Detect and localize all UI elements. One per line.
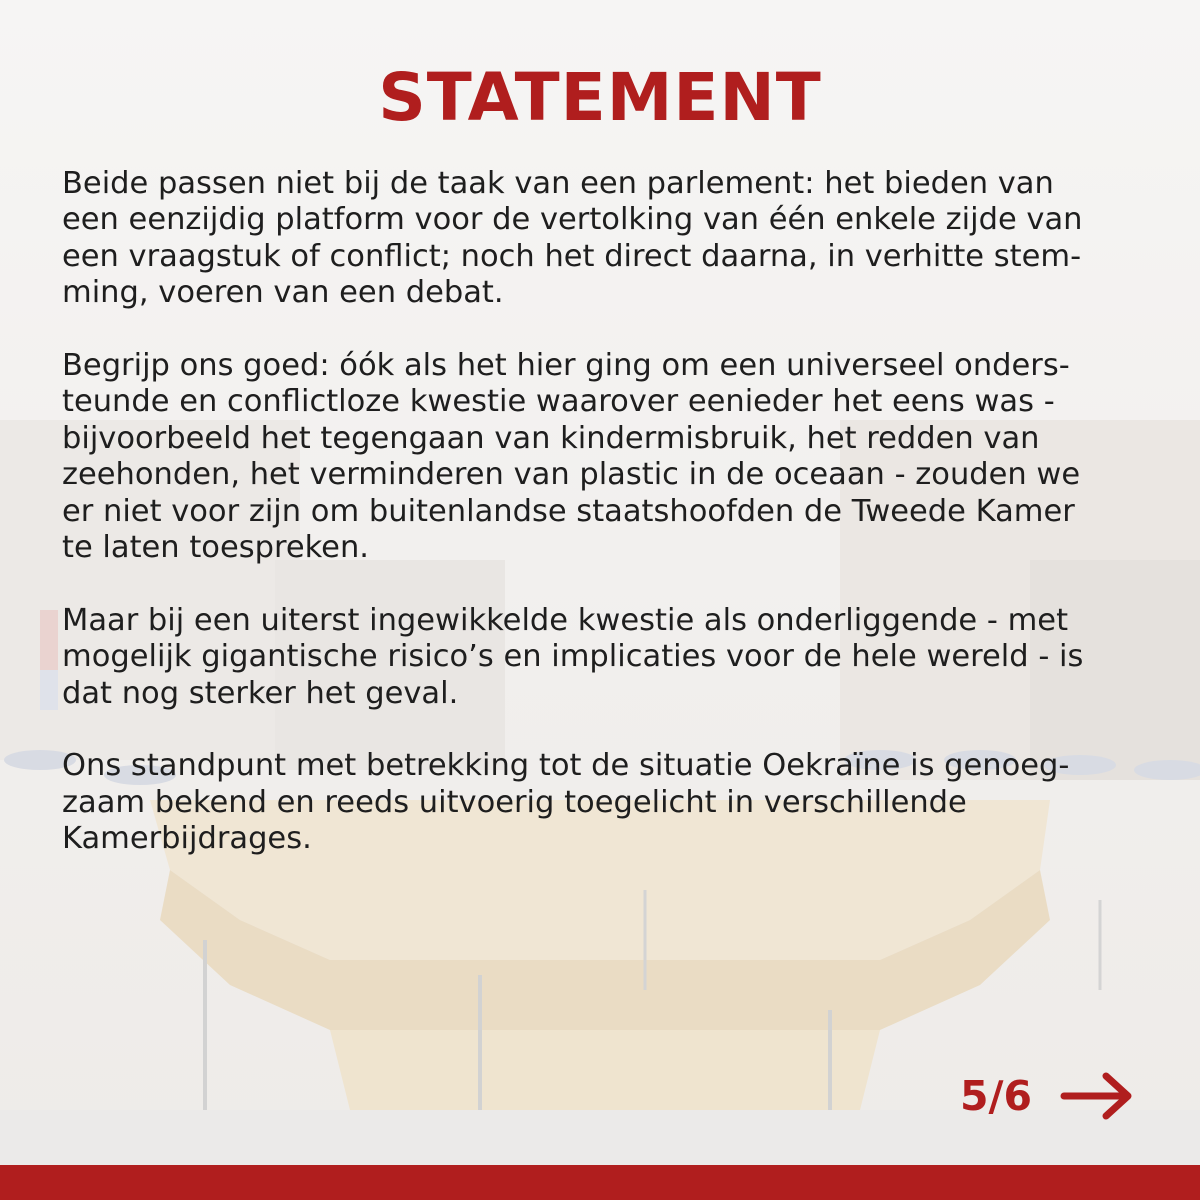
text-line: Beide passen niet bij de taak van een parlement: het bieden van <box>62 166 1054 201</box>
text-line: teunde en conflictloze kwestie waarover eenieder het eens was - <box>62 384 1055 420</box>
text-line: ming, voeren van een debat. <box>62 275 504 311</box>
text-line: zaam bekend en reeds uitvoerig toegelicht in verschillende <box>62 784 967 820</box>
text-line: Kamerbijdrages. <box>62 821 312 857</box>
text-line: bijvoorbeeld het tegengaan van kindermisbruik, het redden van <box>62 420 1040 456</box>
text-line: Maar bij een uiterst ingewikkelde kwestie als onderliggende - met <box>62 602 1069 638</box>
text-line: er niet voor zijn om buitenlandse staatshoofden de Tweede Kamer <box>62 493 1075 529</box>
arrow-right-icon[interactable] <box>1060 1071 1136 1121</box>
paragraph-2 <box>62 348 1152 566</box>
statement-body <box>62 166 1152 894</box>
paragraph-3 <box>62 603 1152 712</box>
page-title: STATEMENT <box>378 59 822 136</box>
text-line: zeehonden, het verminderen van plastic in de oceaan - zouden we <box>62 457 1081 493</box>
paragraph-4 <box>62 748 1152 857</box>
bottom-accent-bar <box>0 1165 1200 1200</box>
text-line: een eenzijdig platform voor de vertolking van één enkele zijde van <box>62 202 1083 238</box>
page-indicator: 5/6 <box>960 1072 1033 1120</box>
text-line: Begrijp ons goed: óók als het hier ging om een universeel onders- <box>62 348 1070 384</box>
text-line: dat nog sterker het geval. <box>62 675 459 711</box>
text-line: een vraagstuk of conflict; noch het direct daarna, in verhitte stem- <box>62 238 1082 274</box>
paragraph-1 <box>62 166 1152 312</box>
text-line: mogelijk gigantische risico’s en implicaties voor de hele wereld - is <box>62 639 1084 675</box>
pagination <box>960 1066 1136 1126</box>
text-line: te laten toespreken. <box>62 530 369 566</box>
text-line: Ons standpunt met betrekking tot de situatie Oekraïne is genoeg- <box>62 748 1070 784</box>
